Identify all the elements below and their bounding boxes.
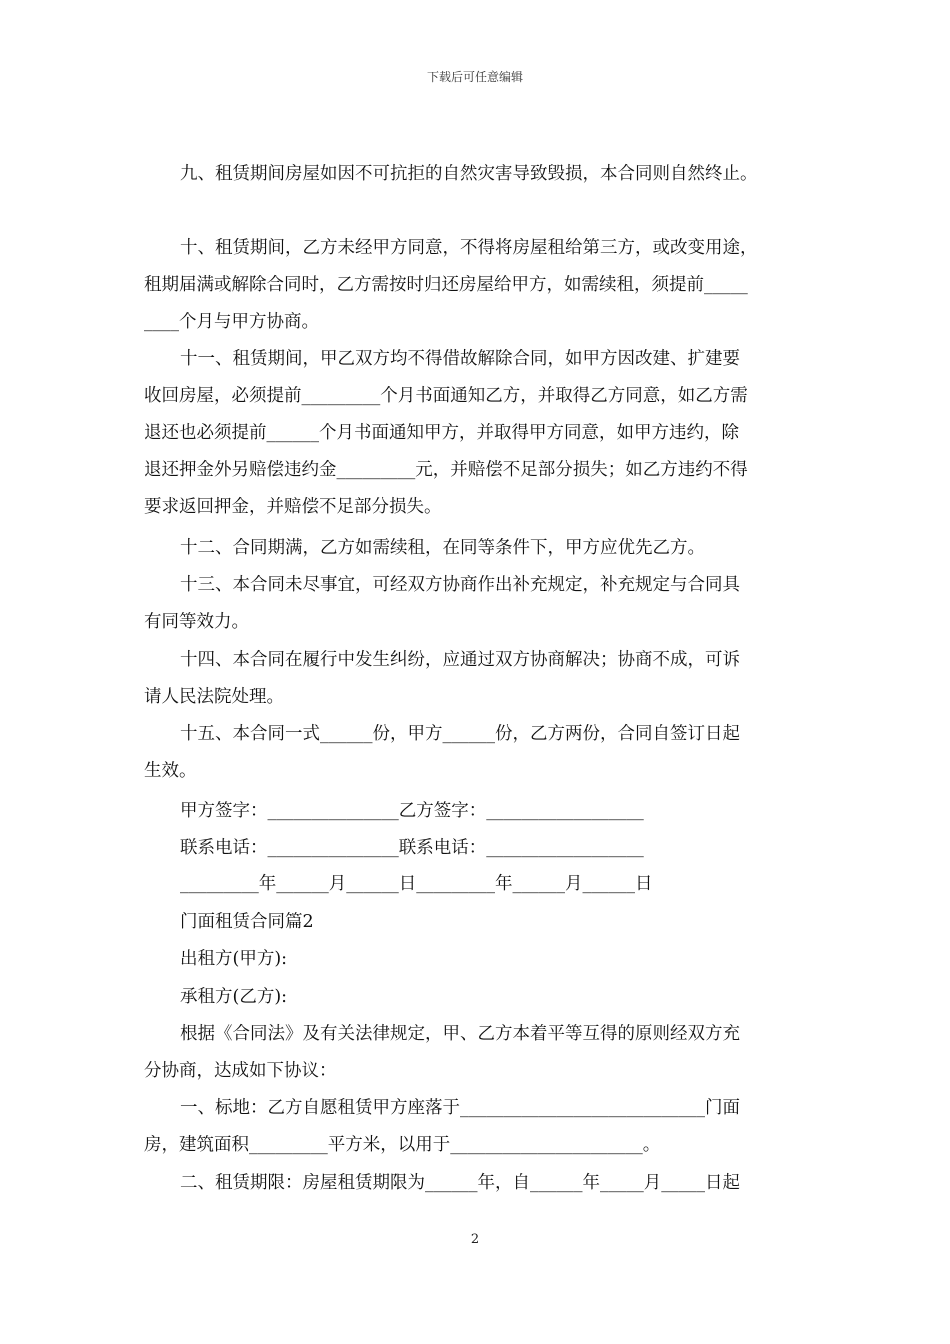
text-line: 收回房屋，必须提前_________个月书面通知乙方，并取得乙方同意，如乙方需 — [144, 386, 748, 406]
section-title — [144, 904, 844, 941]
text-line: 一、标地：乙方自愿租赁甲方座落于____________________________门面 — [180, 1098, 740, 1118]
clause-14 — [144, 642, 808, 716]
text-line: 十三、本合同未尽事宜，可经双方协商作出补充规定，补充规定与合同具 — [180, 575, 740, 595]
clause-9 — [144, 156, 844, 193]
text-line: 退还押金外另赔偿违约金_________元，并赔偿不足部分损失；如乙方违约不得 — [144, 460, 748, 480]
text-line: ____个月与甲方协商。 — [144, 312, 319, 332]
text-line: 租期届满或解除合同时，乙方需按时归还房屋给甲方，如需续租，须提前_____ — [144, 275, 748, 295]
text-line: _________年______月______日_________年______月______日 — [180, 874, 653, 894]
text-line: 分协商，达成如下协议： — [144, 1061, 337, 1081]
text-line: 十五、本合同一式______份，甲方______份，乙方两份，合同自签订日起 — [180, 724, 740, 744]
text-line: 二、租赁期限：房屋租赁期限为______年，自______年_____月_____日起 — [180, 1173, 740, 1193]
clause-10 — [144, 230, 808, 341]
signature-line — [144, 793, 844, 830]
text-line: 九、租赁期间房屋如因不可抗拒的自然灾害导致毁损，本合同则自然终止。 — [180, 164, 758, 184]
text-line: 十、租赁期间，乙方未经甲方同意，不得将房屋租给第三方，或改变用途， — [180, 238, 758, 258]
page-number: 2 — [470, 1232, 480, 1247]
text-line: 门面租赁合同篇2 — [180, 912, 314, 932]
text-line: 十二、合同期满，乙方如需续租，在同等条件下，甲方应优先乙方。 — [180, 538, 705, 558]
clause-15 — [144, 716, 808, 790]
text-line: 十四、本合同在履行中发生纠纷，应通过双方协商解决；协商不成，可诉 — [180, 650, 740, 670]
intro-paragraph — [144, 1016, 808, 1090]
text-line: 有同等效力。 — [144, 612, 249, 632]
text-line: 退还也必须提前______个月书面通知甲方，并取得甲方同意，如甲方违约，除 — [144, 423, 739, 443]
text-line: 根据《合同法》及有关法律规定，甲、乙方本着平等互得的原则经双方充 — [180, 1024, 740, 1044]
clause-12 — [144, 530, 844, 567]
text-line: 生效。 — [144, 761, 197, 781]
text-line: 出租方(甲方): — [180, 949, 288, 969]
text-line: 承租方(乙方): — [180, 987, 288, 1007]
text-line: 联系电话：_______________联系电话：__________________ — [180, 838, 644, 858]
article-1 — [144, 1090, 808, 1164]
clause-13 — [144, 567, 808, 641]
text-line: 请人民法院处理。 — [144, 687, 284, 707]
clause-11 — [144, 341, 808, 526]
lessor-line — [144, 941, 844, 978]
date-line — [144, 866, 844, 903]
lessee-line — [144, 979, 844, 1016]
text-line: 要求返回押金，并赔偿不足部分损失。 — [144, 497, 442, 517]
text-line: 房，建筑面积_________平方米，以用于______________________。 — [144, 1135, 661, 1155]
page-header: 下载后可任意编辑 — [426, 70, 523, 84]
text-line: 甲方签字：_______________乙方签字：__________________ — [180, 801, 644, 821]
article-2 — [144, 1165, 844, 1202]
text-line: 十一、租赁期间，甲乙双方均不得借故解除合同，如甲方因改建、扩建要 — [180, 349, 740, 369]
phone-line — [144, 830, 844, 867]
